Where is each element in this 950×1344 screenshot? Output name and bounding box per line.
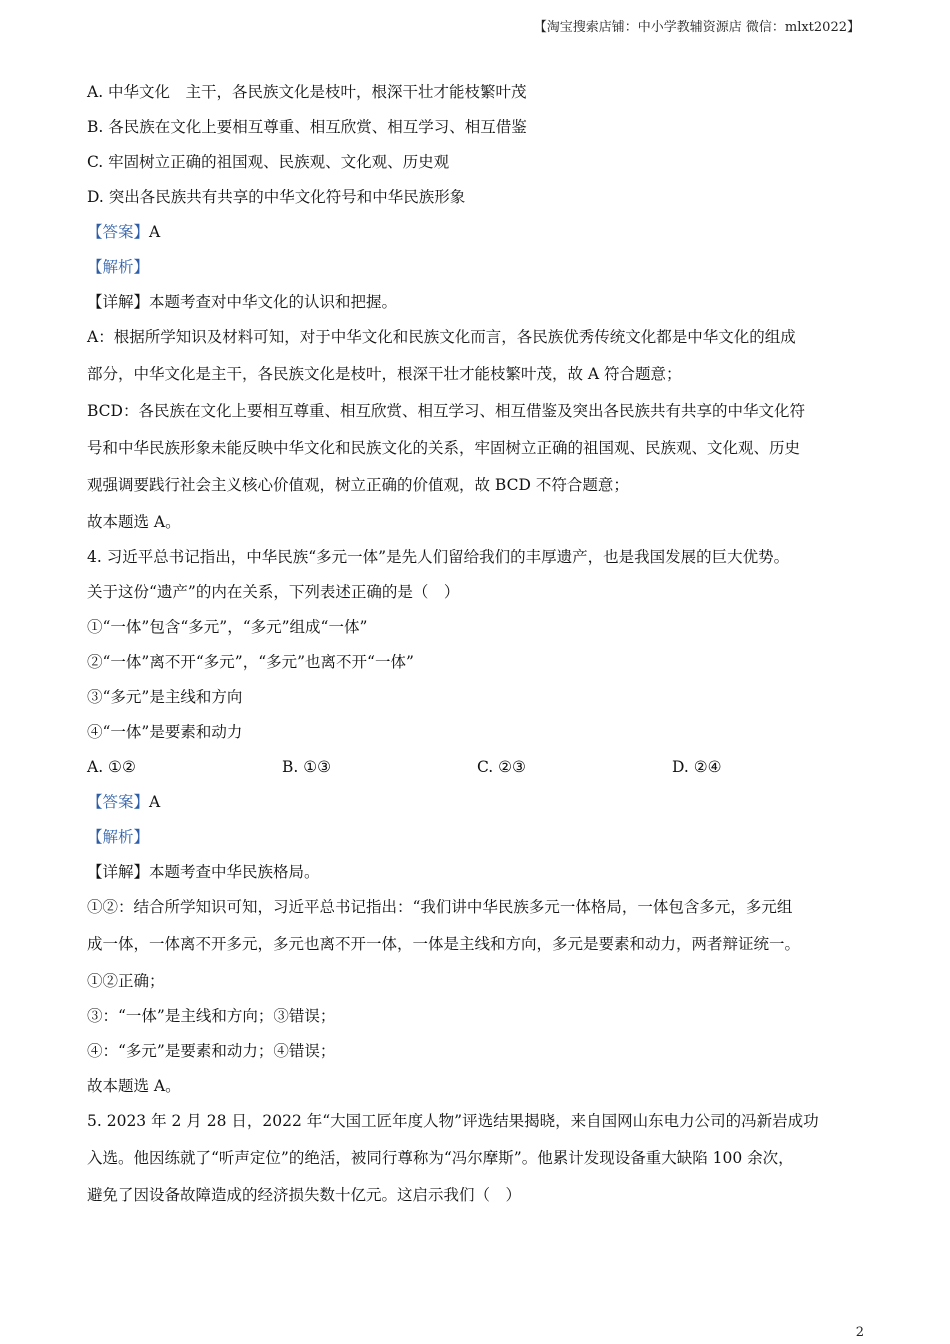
q4-choice-b: B. ①③ [282,758,332,776]
q4-choice-c: C. ②③ [477,758,526,776]
answer-tag: 【答案】 [87,793,150,811]
q4-choices [87,753,867,788]
q4-answer [87,788,867,823]
page-header: 【淘宝搜索店铺：中小学教辅资源店 微信：mlxt2022】 [533,20,860,35]
q3-explain-a-1: A：根据所学知识及材料可知，对于中华文化和民族文化而言，各民族优秀传统文化都是中华文化的组成 [87,328,796,346]
q3-conclusion: 故本题选 A。 [87,513,181,531]
q4-stem-1: 4. 习近平总书记指出，中华民族“多元一体”是先人们留给我们的丰厚遗产，也是我国发展的巨大优势。 [87,548,790,566]
q4-explain-5: ④：“多元”是要素和动力；④错误； [87,1042,336,1060]
q5-stem-1: 5. 2023 年 2 月 28 日，2022 年“大国工匠年度人物”评选结果揭晓，来自国网山东电力公司的冯新岩成功 [87,1112,819,1130]
q3-explain-bcd-1: BCD：各民族在文化上要相互尊重、相互欣赏、相互学习、相互借鉴及突出各民族共有共享的中华文化符 [87,402,805,420]
q3-option-c: C. 牢固树立正确的祖国观、民族观、文化观、历史观 [87,153,450,171]
q3-option-b: B. 各民族在文化上要相互尊重、相互欣赏、相互学习、相互借鉴 [87,118,527,136]
q3-option-d: D. 突出各民族共有共享的中华文化符号和中华民族形象 [87,188,466,206]
q5-stem-3: 避免了因设备故障造成的经济损失数十亿元。这启示我们（ ） [87,1186,522,1204]
q3-answer [87,218,867,253]
q4-explain-3: ①②正确； [87,972,165,990]
q4-explain-1: ①②：结合所学知识可知，习近平总书记指出：“我们讲中华民族多元一体格局，一体包含多元，多元组 [87,898,793,916]
q4-conclusion: 故本题选 A。 [87,1077,181,1095]
q4-stem-2: 关于这份“遗产”的内在关系，下列表述正确的是（ ） [87,583,460,601]
q3-explain-a-2: 部分，中华文化是主干，各民族文化是枝叶，根深干壮才能枝繁叶茂，故 A 符合题意； [87,365,682,383]
q4-statement-2: ②“一体”离不开“多元”，“多元”也离不开“一体” [87,653,414,671]
q3-analysis-tag: 【解析】 [87,258,150,276]
answer-tag: 【答案】 [87,223,150,241]
q4-statement-1: ①“一体”包含“多元”，“多元”组成“一体” [87,618,368,636]
page-number: 2 [855,1325,864,1340]
q3-explain-bcd-2: 号和中华民族形象未能反映中华文化和民族文化的关系，牢固树立正确的祖国观、民族观、文化观、历史 [87,439,801,457]
q4-statement-4: ④“一体”是要素和动力 [87,723,243,741]
document-body [87,78,867,1218]
q3-option-a: A. 中华文化 主干，各民族文化是枝叶，根深干壮才能枝繁叶茂 [87,83,527,101]
q4-explain-2: 成一体，一体离不开多元，多元也离不开一体，一体是主线和方向，多元是要素和动力，两者辩证统一。 [87,935,801,953]
q3-explain-bcd-3: 观强调要践行社会主义核心价值观，树立正确的价值观，故 BCD 不符合题意； [87,476,629,494]
q5-stem-2: 入选。他因练就了“听声定位”的绝活，被同行尊称为“冯尔摩斯”。他累计发现设备重大缺陷 100 余次， [87,1149,794,1167]
answer-value: A [149,793,161,811]
q4-statement-3: ③“多元”是主线和方向 [87,688,243,706]
q4-explain-4: ③：“一体”是主线和方向；③错误； [87,1007,336,1025]
answer-value: A [149,223,161,241]
q4-analysis-tag: 【解析】 [87,828,150,846]
q4-choice-d: D. ②④ [672,758,722,776]
q4-detail: 【详解】本题考查中华民族格局。 [87,863,320,881]
q3-detail: 【详解】本题考查对中华文化的认识和把握。 [87,293,398,311]
q4-choice-a: A. ①② [87,758,136,776]
